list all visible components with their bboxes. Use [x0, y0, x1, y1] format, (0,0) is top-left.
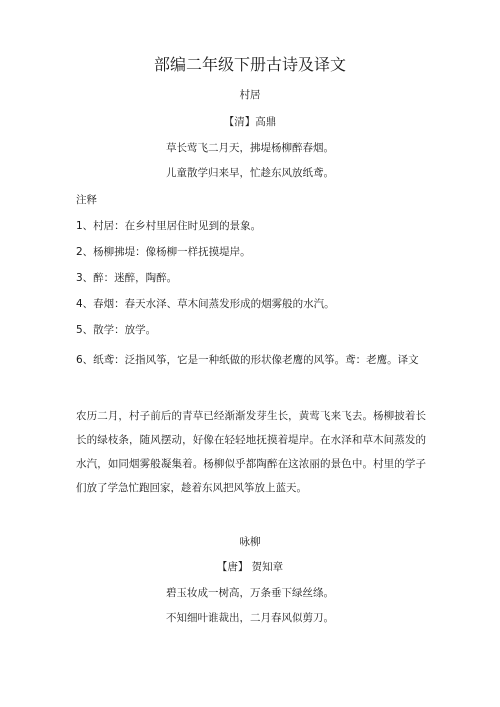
poem2-title: 咏柳	[239, 536, 261, 548]
note-item-4: 4、春烟：春天水泽、草木间蒸发形成的烟雾般的水汽。	[76, 298, 335, 310]
note-item-2: 2、杨柳拂堤：像杨柳一样抚摸堤岸。	[76, 246, 251, 258]
notes-heading: 注释	[76, 194, 97, 206]
translation-paragraph: 农历二月，村子前后的青草已经渐渐发芽生长，黄莺飞来飞去。杨柳披着长长的绿枝条，随风摆动，好像在轻轻地抚摸着堤岸。在水泽和草木间蒸发的水汽，如同烟雾般凝集着。杨柳似乎都陶醉在这浓丽的景色中。村里的学子们放了学急忙跑回家，趁着东风把风筝放上蓝天。	[76, 410, 426, 494]
poem1-author: 【清】高鼎	[223, 116, 277, 128]
document-title: 部编二年级下册古诗及译文	[153, 55, 346, 74]
poem1-line-2: 儿童散学归来早，忙趁东风放纸鸢。	[166, 167, 334, 179]
poem2-author: 【唐】 贺知章	[216, 561, 284, 573]
poem1-line-1: 草长莺飞二月天，拂堤杨柳醉春烟。	[166, 142, 334, 154]
poem2-line-2: 不知细叶谁裁出，二月春风似剪刀。	[166, 612, 334, 624]
note-item-3: 3、醉：迷醉，陶醉。	[76, 272, 178, 284]
poem2-line-1: 碧玉妆成一树高，万条垂下绿丝绦。	[166, 587, 334, 599]
note-item-1: 1、村居：在乡村里居住时见到的景象。	[76, 220, 262, 232]
poem1-title: 村居	[239, 89, 261, 101]
note-item-5: 5、散学：放学。	[76, 324, 157, 336]
note-item-6: 6、纸鸢：泛指风筝，它是一种纸做的形状像老鹰的风筝。鸢：老鹰。译文	[76, 354, 419, 366]
